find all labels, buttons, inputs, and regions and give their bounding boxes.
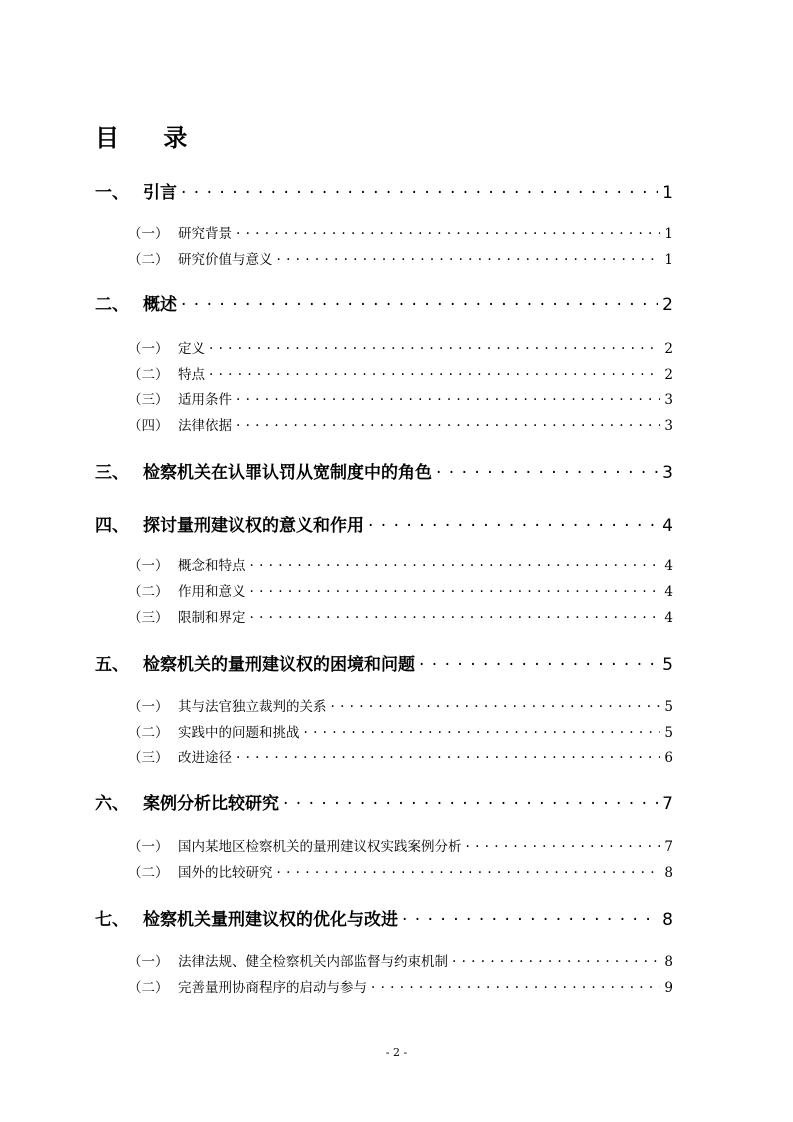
dot-leader xyxy=(277,251,661,265)
toc-section-entry[interactable] xyxy=(95,458,673,483)
subsection-page-number: 6 xyxy=(664,750,673,766)
dot-leader xyxy=(181,181,658,198)
subsection-number: （二） xyxy=(128,367,169,383)
dot-leader xyxy=(331,698,661,712)
subsection-number: （二） xyxy=(128,584,169,600)
toc-subsection-entry[interactable] xyxy=(128,414,673,434)
page-footer-number: - 2 - xyxy=(385,1046,408,1059)
subsection-title: 适用条件 xyxy=(178,392,232,408)
subsection-number: （一） xyxy=(128,954,169,970)
subsection-number: （三） xyxy=(128,610,169,626)
toc-subsection-entry[interactable] xyxy=(128,337,673,357)
subsection-title: 作用和意义 xyxy=(178,584,246,600)
section-number: 二、 xyxy=(95,295,129,315)
dot-leader xyxy=(181,293,658,310)
section-title: 检察机关在认罪认罚从宽制度中的角色 xyxy=(143,463,432,483)
subsection-number: （一） xyxy=(128,699,169,715)
subsection-number: （一） xyxy=(128,226,169,242)
dot-leader xyxy=(371,979,660,993)
subsection-title: 其与法官独立裁判的关系 xyxy=(178,699,327,715)
section-page-number: 3 xyxy=(662,463,673,483)
toc-subsection-entry[interactable] xyxy=(128,695,673,715)
subsection-page-number: 4 xyxy=(664,584,673,600)
toc-section-entry[interactable] xyxy=(95,789,673,814)
subsection-page-number: 8 xyxy=(664,865,673,881)
subsection-title: 概念和特点 xyxy=(178,558,246,574)
section-number: 六、 xyxy=(95,794,129,814)
dot-leader xyxy=(209,366,660,380)
toc-subsection-entry[interactable] xyxy=(128,606,673,626)
dot-leader xyxy=(452,953,660,967)
toc-subsection-entry[interactable] xyxy=(128,721,673,741)
section-title: 概述 xyxy=(143,295,177,315)
section-number: 一、 xyxy=(95,183,129,203)
section-number: 三、 xyxy=(95,463,129,483)
subsection-page-number: 3 xyxy=(664,392,673,408)
dot-leader xyxy=(236,417,660,431)
dot-leader xyxy=(419,653,658,670)
dot-leader xyxy=(209,340,660,354)
subsection-title: 完善量刑协商程序的启动与参与 xyxy=(178,980,367,996)
toc-subsection-entry[interactable] xyxy=(128,835,673,855)
section-number: 四、 xyxy=(95,516,129,536)
subsection-title: 限制和界定 xyxy=(178,610,246,626)
dot-leader xyxy=(368,514,658,531)
subsection-page-number: 2 xyxy=(664,341,673,357)
dot-leader xyxy=(236,749,660,763)
subsection-page-number: 2 xyxy=(664,367,673,383)
toc-subsection-entry[interactable] xyxy=(128,363,673,383)
subsection-title: 研究价值与意义 xyxy=(178,252,273,268)
subsection-page-number: 3 xyxy=(664,418,673,434)
subsection-page-number: 1 xyxy=(664,252,673,268)
subsection-title: 国外的比较研究 xyxy=(178,865,273,881)
toc-subsection-entry[interactable] xyxy=(128,976,673,996)
subsection-number: （一） xyxy=(128,558,169,574)
section-title: 检察机关的量刑建议权的困境和问题 xyxy=(143,655,415,675)
section-title: 检察机关量刑建议权的优化与改进 xyxy=(143,910,398,930)
subsection-number: （一） xyxy=(128,839,169,855)
subsection-page-number: 8 xyxy=(664,954,673,970)
dot-leader xyxy=(277,864,661,878)
dot-leader xyxy=(250,557,661,571)
dot-leader xyxy=(436,461,658,478)
dot-leader xyxy=(283,792,658,809)
section-title: 探讨量刑建议权的意义和作用 xyxy=(143,516,364,536)
dot-leader xyxy=(236,225,660,239)
subsection-page-number: 1 xyxy=(664,226,673,242)
toc-section-entry[interactable] xyxy=(95,905,673,930)
toc-title: 目 录 xyxy=(95,124,206,152)
subsection-title: 国内某地区检察机关的量刑建议权实践案例分析 xyxy=(178,839,462,855)
toc-section-entry[interactable] xyxy=(95,290,673,315)
subsection-page-number: 4 xyxy=(664,610,673,626)
section-page-number: 8 xyxy=(662,910,673,930)
dot-leader xyxy=(466,838,661,852)
dot-leader xyxy=(304,724,661,738)
section-page-number: 4 xyxy=(662,516,673,536)
toc-subsection-entry[interactable] xyxy=(128,388,673,408)
toc-subsection-entry[interactable] xyxy=(128,222,673,242)
subsection-number: （三） xyxy=(128,750,169,766)
dot-leader xyxy=(250,609,661,623)
toc-subsection-entry[interactable] xyxy=(128,248,673,268)
subsection-title: 实践中的问题和挑战 xyxy=(178,725,300,741)
subsection-number: （一） xyxy=(128,341,169,357)
section-page-number: 1 xyxy=(662,183,673,203)
subsection-number: （三） xyxy=(128,392,169,408)
section-page-number: 5 xyxy=(662,655,673,675)
dot-leader xyxy=(236,391,660,405)
section-number: 五、 xyxy=(95,655,129,675)
subsection-title: 改进途径 xyxy=(178,750,232,766)
subsection-number: （四） xyxy=(128,418,169,434)
subsection-page-number: 7 xyxy=(664,839,673,855)
section-title: 引言 xyxy=(143,183,177,203)
section-page-number: 2 xyxy=(662,295,673,315)
subsection-number: （二） xyxy=(128,980,169,996)
subsection-page-number: 4 xyxy=(664,558,673,574)
subsection-title: 法律法规、健全检察机关内部监督与约束机制 xyxy=(178,954,448,970)
subsection-page-number: 5 xyxy=(664,725,673,741)
toc-subsection-entry[interactable] xyxy=(128,746,673,766)
section-page-number: 7 xyxy=(662,794,673,814)
subsection-title: 研究背景 xyxy=(178,226,232,242)
toc-subsection-entry[interactable] xyxy=(128,950,673,970)
subsection-number: （二） xyxy=(128,252,169,268)
toc-section-entry[interactable] xyxy=(95,511,673,536)
subsection-page-number: 5 xyxy=(664,699,673,715)
subsection-title: 法律依据 xyxy=(178,418,232,434)
toc-subsection-entry[interactable] xyxy=(128,861,673,881)
toc-section-entry[interactable] xyxy=(95,178,673,203)
subsection-title: 特点 xyxy=(178,367,205,383)
subsection-page-number: 9 xyxy=(664,980,673,996)
subsection-title: 定义 xyxy=(178,341,205,357)
dot-leader xyxy=(402,908,658,925)
section-title: 案例分析比较研究 xyxy=(143,794,279,814)
section-number: 七、 xyxy=(95,910,129,930)
toc-section-entry[interactable] xyxy=(95,650,673,675)
subsection-number: （二） xyxy=(128,865,169,881)
dot-leader xyxy=(250,583,661,597)
toc-subsection-entry[interactable] xyxy=(128,580,673,600)
toc-subsection-entry[interactable] xyxy=(128,554,673,574)
subsection-number: （二） xyxy=(128,725,169,741)
